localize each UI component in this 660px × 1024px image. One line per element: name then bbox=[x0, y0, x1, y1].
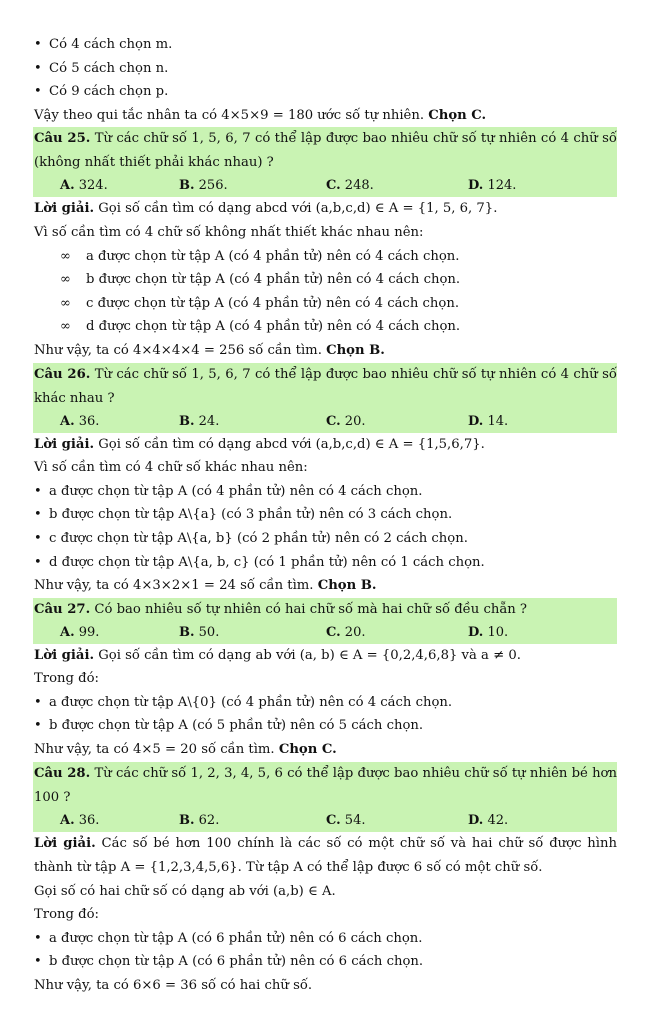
question-26-options bbox=[34, 411, 617, 433]
solution-25-conclusion: Như vậy, ta có 4×4×4×4 = 256 số cần tìm. Chọn B. bbox=[34, 342, 385, 358]
answer-choice: Chọn C. bbox=[278, 742, 337, 758]
solution-step: ∞ a được chọn từ tập A (có 4 phần tử) nên có 4 cách chọn. bbox=[34, 245, 617, 269]
question-27-text bbox=[34, 598, 617, 622]
solution-label: Lời giải. bbox=[34, 201, 95, 217]
solution-step: • a được chọn từ tập A (có 4 phần tử) nên có 4 cách chọn. bbox=[34, 480, 617, 504]
answer-choice: Chọn C. bbox=[428, 107, 487, 123]
infinity-bullet-icon: ∞ bbox=[60, 319, 71, 335]
question-28-text bbox=[34, 762, 617, 810]
solution-label: Lời giải. bbox=[34, 647, 95, 663]
solution-25-note: Vì số cần tìm có 4 chữ số không nhất thiết khác nhau nên: bbox=[34, 224, 424, 240]
infinity-bullet-icon: ∞ bbox=[60, 272, 71, 288]
solution-text: Các số bé hơn 100 chính là các số có một chữ số và hai chữ số được hình thành từ tập A = {1,2,3,4,5,6}. Từ tập A có thể lập được 6 số có một chữ số. bbox=[34, 835, 617, 875]
solution-28-note2: Trong đó: bbox=[34, 907, 99, 923]
question-label: Câu 25. bbox=[34, 131, 91, 147]
answer-choice: Chọn B. bbox=[326, 342, 385, 358]
option-b: B. 50. bbox=[179, 624, 220, 640]
question-25 bbox=[33, 127, 617, 197]
solution-25-head bbox=[34, 197, 617, 221]
solution-step: • c được chọn từ tập A\{a, b} (có 2 phần tử) nên có 2 cách chọn. bbox=[34, 527, 617, 551]
question-25-text bbox=[34, 127, 617, 175]
solution-step: • d được chọn từ tập A\{a, b, c} (có 1 phần tử) nên có 1 cách chọn. bbox=[34, 551, 617, 575]
question-26-text bbox=[34, 363, 617, 411]
question-25-options bbox=[34, 175, 617, 197]
question-27-options bbox=[34, 622, 617, 644]
document-page bbox=[34, 33, 617, 998]
question-body: Có bao nhiêu số tự nhiên có hai chữ số mà hai chữ số đều chẵn ? bbox=[94, 601, 527, 617]
option-c: C. 54. bbox=[326, 812, 366, 828]
solution-step: • b được chọn từ tập A (có 5 phần tử) nên có 5 cách chọn. bbox=[34, 714, 617, 738]
question-body: Từ các chữ số 1, 5, 6, 7 có thể lập được bao nhiêu chữ số tự nhiên có 4 chữ số (không nhất thiết phải khác nhau) ? bbox=[34, 131, 617, 171]
solution-26-head bbox=[34, 433, 617, 457]
option-a: A. 36. bbox=[60, 413, 100, 429]
intro-conclusion bbox=[34, 104, 617, 128]
intro-bullet: • Có 9 cách chọn p. bbox=[34, 80, 617, 104]
solution-step: • b được chọn từ tập A (có 6 phần tử) nên có 6 cách chọn. bbox=[34, 950, 617, 974]
question-body: Từ các chữ số 1, 5, 6, 7 có thể lập được bao nhiêu chữ số tự nhiên có 4 chữ số khác nhau ? bbox=[34, 366, 617, 406]
question-label: Câu 28. bbox=[34, 765, 91, 781]
solution-27-note: Trong đó: bbox=[34, 671, 99, 687]
solution-step: • a được chọn từ tập A (có 6 phần tử) nên có 6 cách chọn. bbox=[34, 927, 617, 951]
question-body: Từ các chữ số 1, 2, 3, 4, 5, 6 có thể lập được bao nhiêu chữ số tự nhiên bé hơn 100 ? bbox=[34, 765, 617, 805]
solution-27-head bbox=[34, 644, 617, 668]
solution-28-conclusion: Như vậy, ta có 6×6 = 36 số có hai chữ số. bbox=[34, 978, 313, 994]
solution-step: • a được chọn từ tập A\{0} (có 4 phần tử) nên có 4 cách chọn. bbox=[34, 691, 617, 715]
intro-bullet: • Có 5 cách chọn n. bbox=[34, 57, 617, 81]
question-label: Câu 26. bbox=[34, 366, 91, 382]
solution-27-conclusion: Như vậy, ta có 4×5 = 20 số cần tìm. Chọn C. bbox=[34, 742, 337, 758]
infinity-bullet-icon: ∞ bbox=[60, 248, 71, 264]
question-28 bbox=[33, 762, 617, 832]
solution-step: ∞ d được chọn từ tập A (có 4 phần tử) nên có 4 cách chọn. bbox=[34, 315, 617, 339]
solution-step: ∞ b được chọn từ tập A (có 4 phần tử) nên có 4 cách chọn. bbox=[34, 268, 617, 292]
solution-28-head bbox=[34, 832, 617, 880]
solution-26-note: Vì số cần tìm có 4 chữ số khác nhau nên: bbox=[34, 460, 308, 476]
solution-label: Lời giải. bbox=[34, 835, 96, 851]
solution-label: Lời giải. bbox=[34, 436, 95, 452]
option-a: A. 99. bbox=[60, 624, 100, 640]
answer-choice: Chọn B. bbox=[317, 578, 377, 594]
solution-text: Gọi số cần tìm có dạng ab với (a, b) ∈ A = {0,2,4,6,8} và a ≠ 0. bbox=[98, 647, 521, 663]
option-c: C. 248. bbox=[326, 178, 374, 194]
option-b: B. 62. bbox=[179, 812, 220, 828]
option-d: D. 14. bbox=[468, 413, 509, 429]
option-d: D. 124. bbox=[468, 178, 517, 194]
solution-step: • b được chọn từ tập A\{a} (có 3 phần tử) nên có 3 cách chọn. bbox=[34, 503, 617, 527]
solution-text: Gọi số cần tìm có dạng abcd với (a,b,c,d) ∈ A = {1,5,6,7}. bbox=[98, 436, 485, 452]
solution-26-conclusion: Như vậy, ta có 4×3×2×1 = 24 số cần tìm. Chọn B. bbox=[34, 578, 377, 594]
option-c: C. 20. bbox=[326, 624, 366, 640]
option-a: A. 36. bbox=[60, 812, 100, 828]
solution-text: Gọi số cần tìm có dạng abcd với (a,b,c,d) ∈ A = {1, 5, 6, 7}. bbox=[98, 201, 498, 217]
question-28-options bbox=[34, 810, 617, 832]
question-label: Câu 27. bbox=[34, 601, 91, 617]
option-a: A. 324. bbox=[60, 178, 108, 194]
option-d: D. 42. bbox=[468, 812, 509, 828]
question-26 bbox=[33, 363, 617, 433]
option-d: D. 10. bbox=[468, 624, 509, 640]
option-b: B. 24. bbox=[179, 413, 220, 429]
infinity-bullet-icon: ∞ bbox=[60, 295, 71, 311]
option-b: B. 256. bbox=[179, 178, 228, 194]
option-c: C. 20. bbox=[326, 413, 366, 429]
intro-bullet: • Có 4 cách chọn m. bbox=[34, 33, 617, 57]
conclusion-text: Vậy theo qui tắc nhân ta có 4×5×9 = 180 ước số tự nhiên. bbox=[34, 107, 425, 123]
solution-28-note: Gọi số có hai chữ số có dạng ab với (a,b) ∈ A. bbox=[34, 883, 336, 899]
solution-step: ∞ c được chọn từ tập A (có 4 phần tử) nên có 4 cách chọn. bbox=[34, 292, 617, 316]
question-27 bbox=[33, 598, 617, 644]
